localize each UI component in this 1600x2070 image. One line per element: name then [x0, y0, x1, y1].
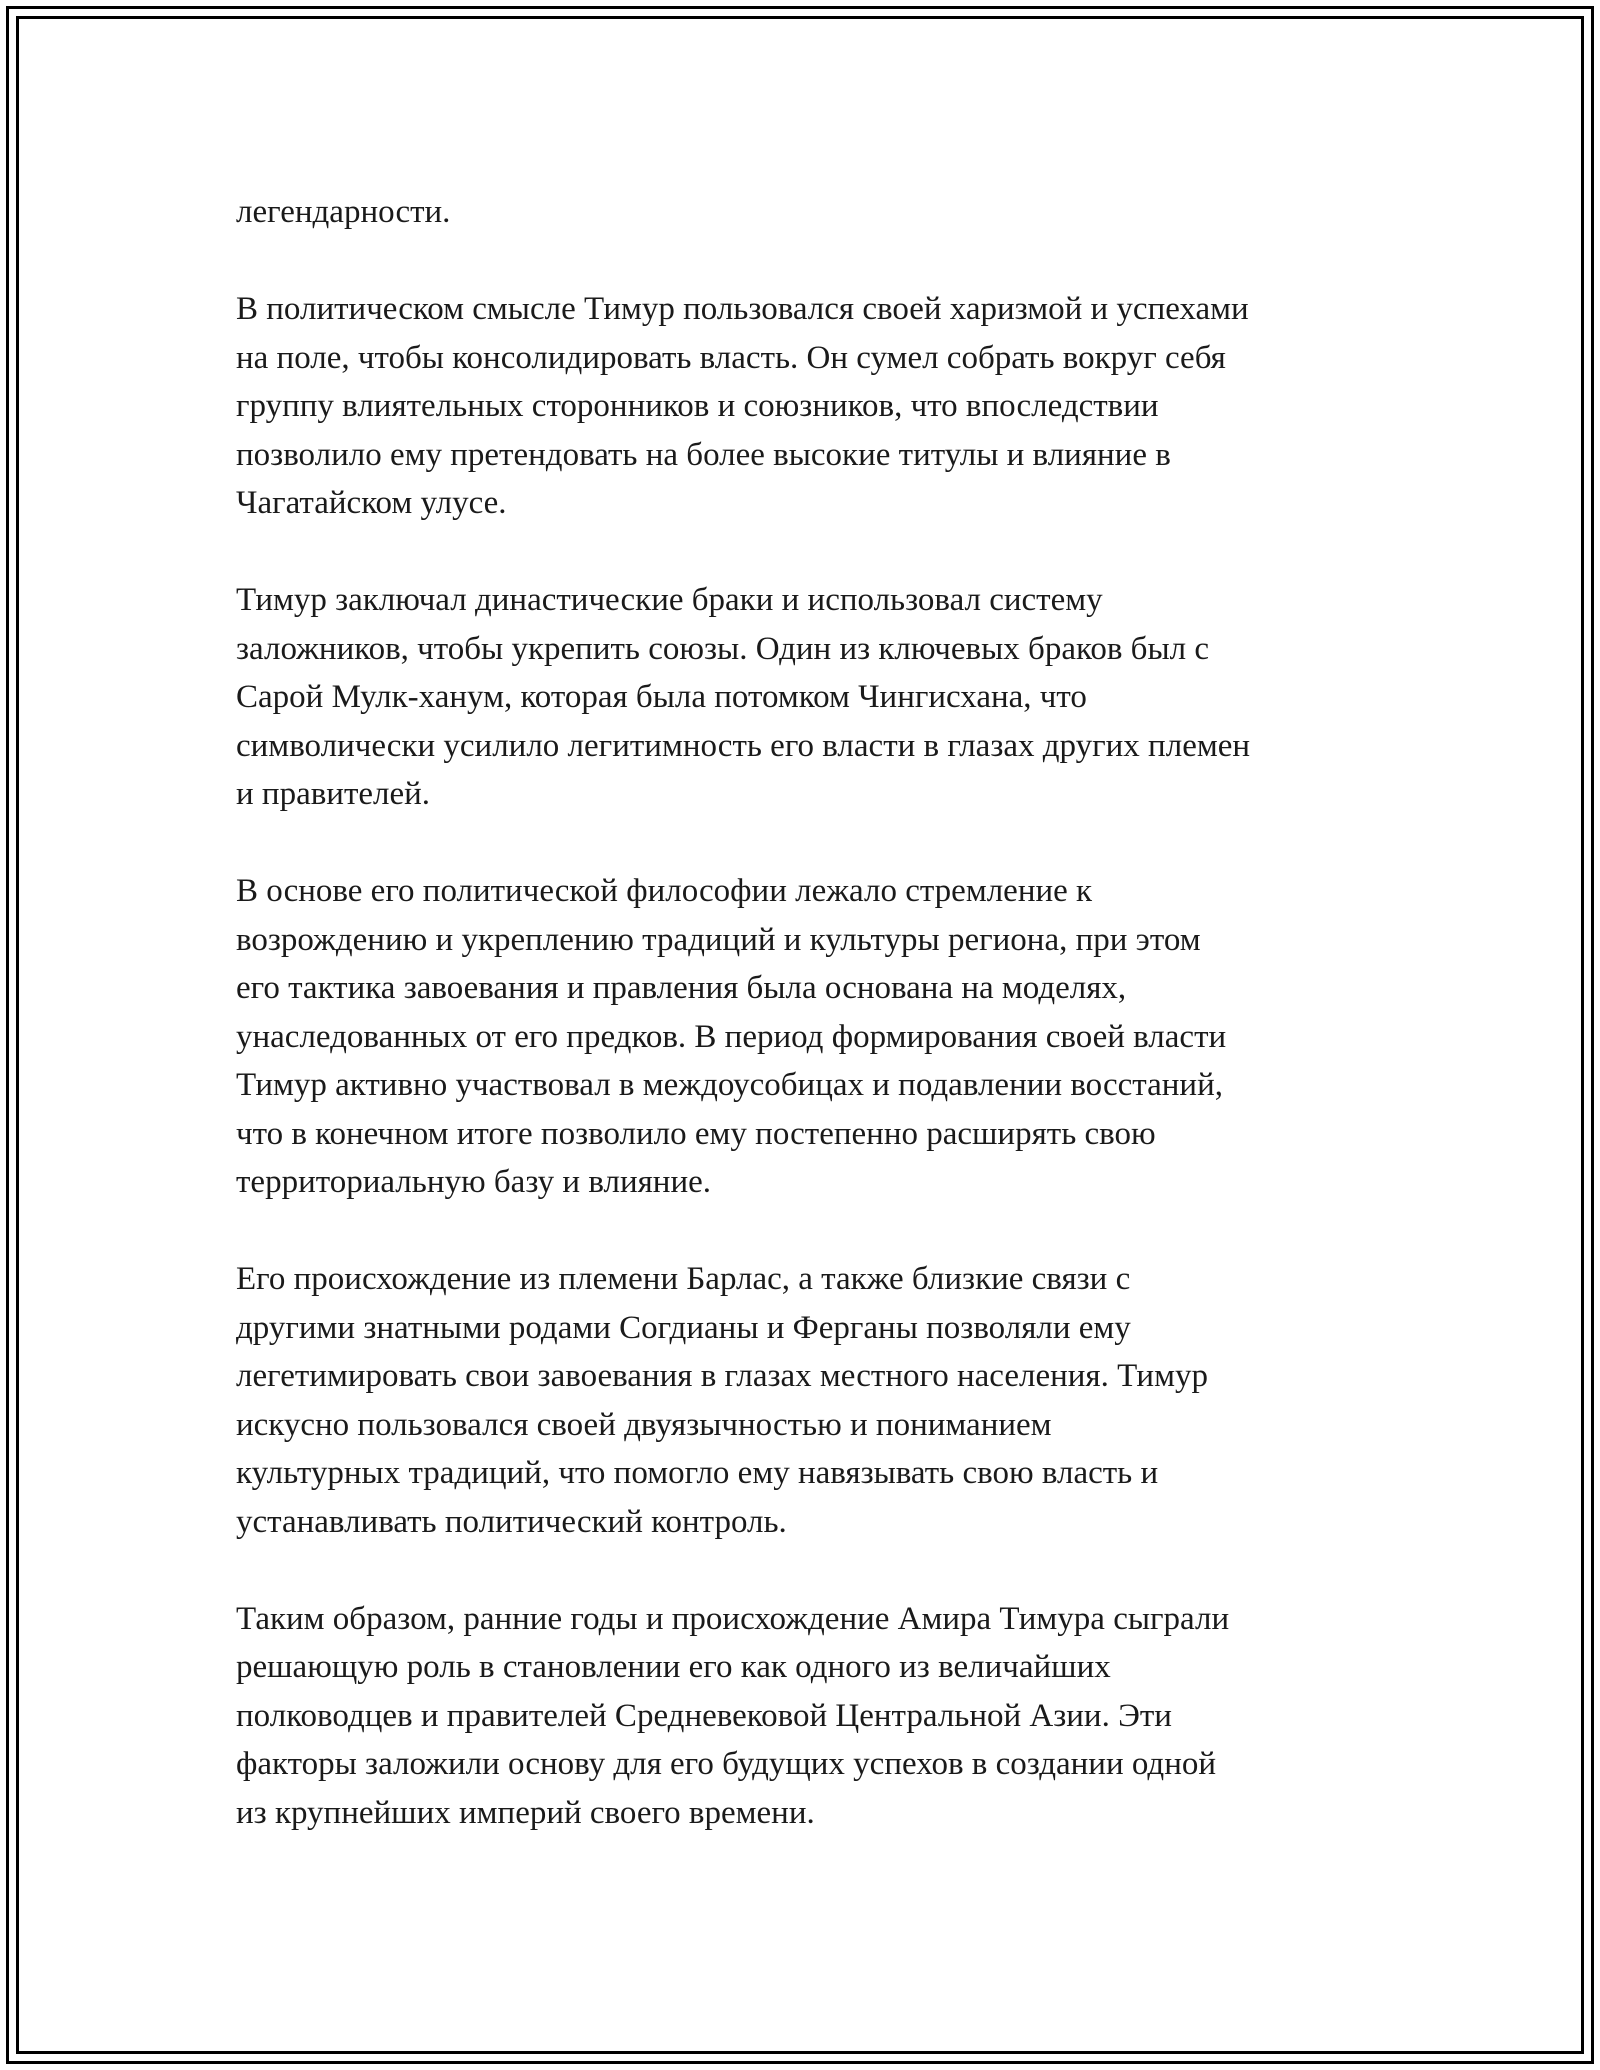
paragraph-political-charisma: В политическом смысле Тимур пользовался своей харизмой и успехами на поле, чтобы консолидировать власть. Он сумел собрать вокруг себя группу влиятельных сторонников и союзников, что впоследствии позволило ему претендовать на более высокие титулы и влияние в Чагатайском улусе. — [236, 291, 1249, 521]
paragraph-barlas-origin: Его происхождение из племени Барлас, а также близкие связи с другими знатными родами Согдианы и Ферганы позволяли ему легетимировать свои завоевания в глазах местного населения. Тимур искусно пользовался своей двуязычностью и пониманием культурных традиций, что помогло ему навязывать свою власть и устанавливать политический контроль. — [236, 1261, 1208, 1540]
document-body — [236, 188, 1376, 1837]
paragraph-continuation: легендарности. — [236, 194, 451, 230]
paragraph-political-philosophy: В основе его политической философии лежало стремление к возрождению и укреплению традиций и культуры региона, при этом его тактика завоевания и правления была основана на моделях, унаследованных от его предков. В период формирования своей власти Тимур активно участвовал в междоусобицах и подавлении восстаний, что в конечном итоге позволило ему постепенно расширять свою территориальную базу и влияние. — [236, 873, 1227, 1200]
paragraph-conclusion: Таким образом, ранние годы и происхождение Амира Тимура сыграли решающую роль в становлении его как одного из величайших полководцев и правителей Средневековой Центральной Азии. Эти факторы заложили основу для его будущих успехов в создании одной из крупнейших империй своего времени. — [236, 1600, 1230, 1831]
paragraph-dynastic-marriages: Тимур заключал династические браки и использовал систему заложников, чтобы укрепить союзы. Один из ключевых браков был с Сарой Мулк-ханум, которая была потомком Чингисхана, что символически усилило легитимность его власти в глазах других племен и правителей. — [236, 582, 1251, 812]
